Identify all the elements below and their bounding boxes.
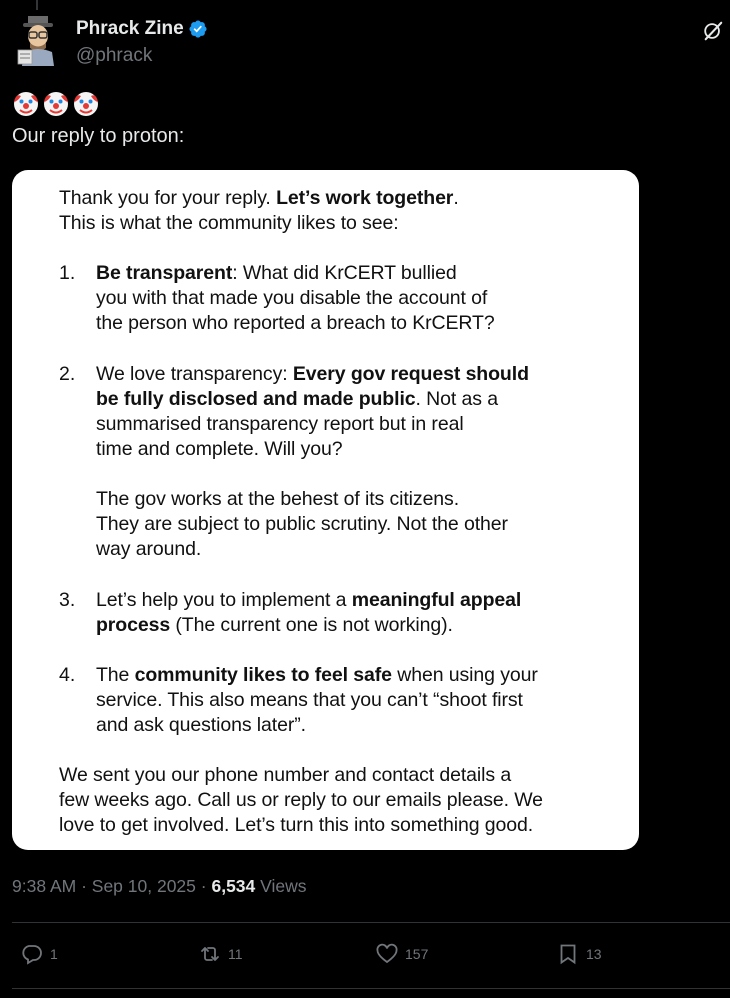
thread-connector [36,0,38,10]
reply-button[interactable] [20,942,58,966]
item4-line-1: The community likes to feel safe when using your [96,664,538,686]
author-name-row[interactable] [76,18,208,40]
reply-count: 1 [50,946,58,962]
item2-para2-line-1: The gov works at the behest of its citizens. [96,488,460,510]
bookmark-count: 13 [586,946,602,962]
item3-line-1: Let’s help you to implement a meaningful appeal [96,589,522,611]
post-text: Our reply to proton: [12,125,185,147]
item4-line-2: service. This also means that you can’t “shoot first [96,689,523,711]
bookmark-button[interactable] [556,942,602,966]
item-number: 4. [59,664,76,686]
intro-line-1: Thank you for your reply. Let’s work together. [59,187,459,209]
divider [12,922,730,923]
item2-line-3: summarised transparency report but in real [96,413,464,435]
intro-line-2: This is what the community likes to see: [59,212,399,234]
item3-line-2: process (The current one is not working). [96,614,453,636]
avatar-illustration-icon [14,14,62,66]
author-handle[interactable]: @phrack [76,45,153,66]
outro-line-3: love to get involved. Let’s turn this into something good. [59,814,534,836]
item2-line-4: time and complete. Will you? [96,438,343,460]
like-button[interactable] [375,942,428,966]
bookmark-icon [556,942,580,966]
repost-button[interactable] [198,942,243,966]
clown-face-icon [42,90,70,118]
emoji-row [12,90,100,118]
reply-icon [20,942,44,966]
verified-badge-icon [188,19,208,39]
item1-line-1: Be transparent: What did KrCERT bullied [96,262,457,284]
meta-separator: · [195,876,212,896]
item-number: 3. [59,589,76,611]
divider [12,988,730,989]
item-number: 2. [59,363,76,385]
post-meta [12,876,307,897]
clown-face-icon [72,90,100,118]
item1-line-3: the person who reported a breach to KrCERT? [96,312,495,334]
post-image[interactable] [12,170,639,850]
grok-icon[interactable] [702,20,724,42]
item4-line-3: and ask questions later”. [96,714,306,736]
like-count: 157 [405,946,429,962]
item2-para2-line-3: way around. [96,538,202,560]
author-display-name[interactable]: Phrack Zine [76,18,184,39]
outro-line-1: We sent you our phone number and contact details a [59,764,512,786]
repost-count: 11 [228,946,243,962]
item2-para2-line-2: They are subject to public scrutiny. Not the other [96,513,508,535]
action-bar [0,940,730,972]
post-time[interactable]: 9:38 AM [12,876,77,896]
views-label: Views [255,876,307,896]
meta-separator: · [76,876,92,896]
post-date[interactable]: Sep 10, 2025 [91,876,196,896]
item-number: 1. [59,262,76,284]
item2-line-2: be fully disclosed and made public. Not as a [96,388,498,410]
views-count: 6,534 [211,876,256,896]
clown-face-icon [12,90,40,118]
heart-icon [375,942,399,966]
repost-icon [198,942,222,966]
outro-line-2: few weeks ago. Call us or reply to our emails please. We [59,789,543,811]
avatar[interactable] [14,14,62,66]
item2-line-1: We love transparency: Every gov request should [96,363,529,385]
item1-line-2: you with that made you disable the account of [96,287,488,309]
